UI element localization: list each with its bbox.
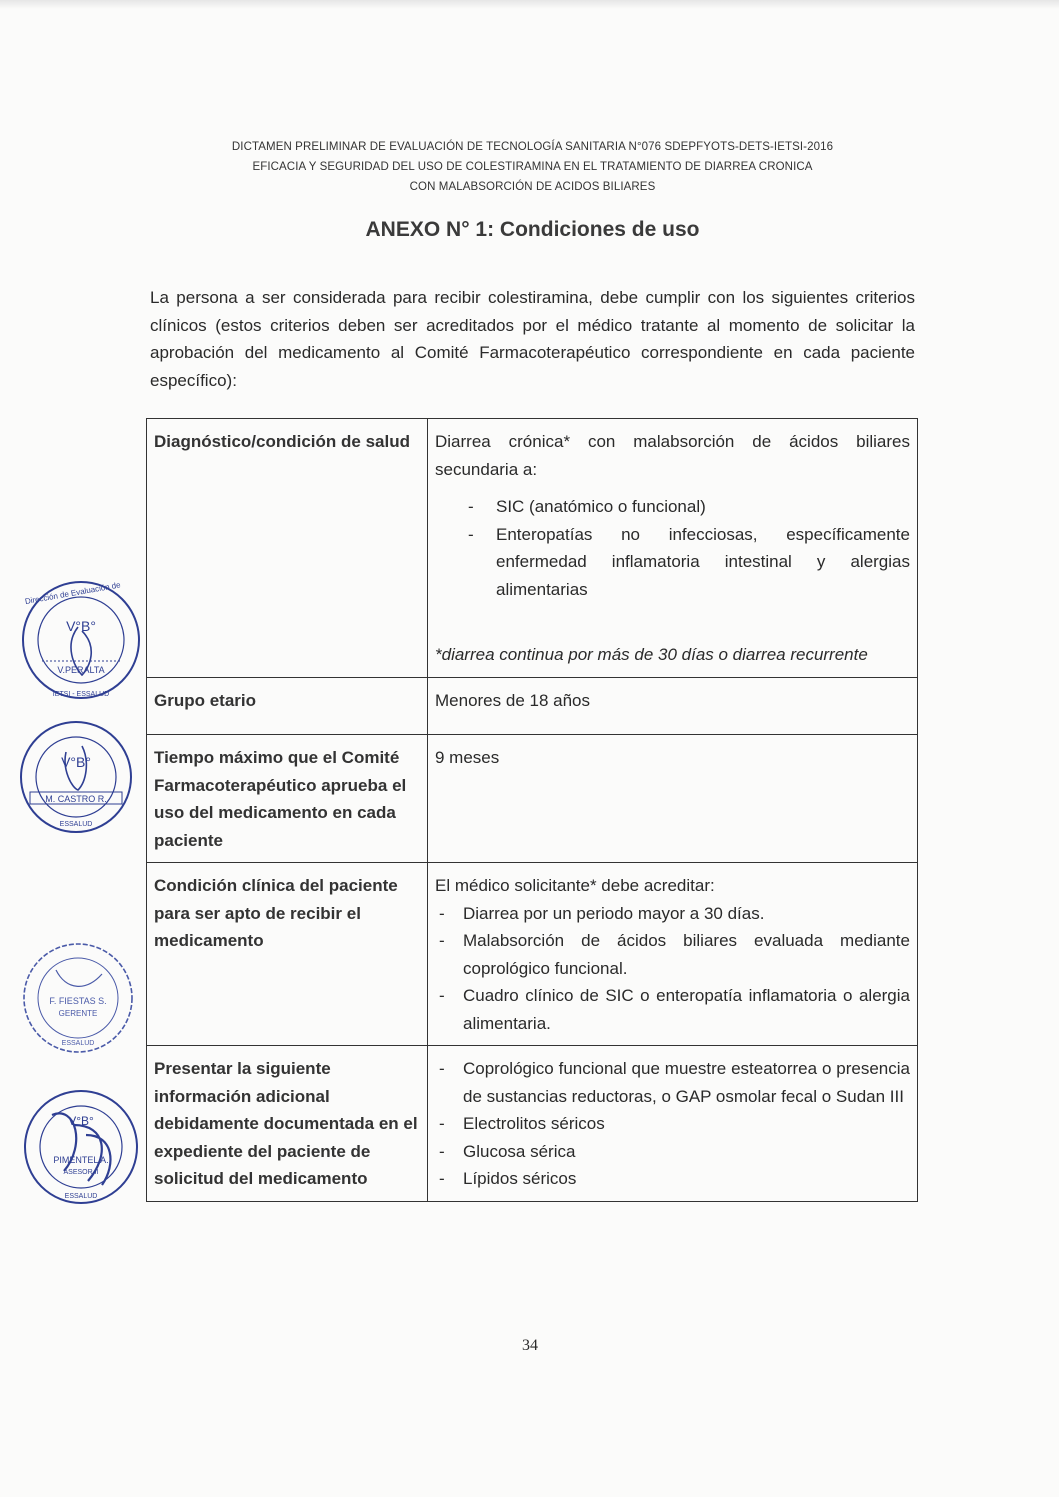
requirement-list: [435, 900, 910, 1038]
row-value: [428, 863, 918, 1046]
svg-text:GERENTE: GERENTE: [58, 1009, 98, 1018]
svg-text:IETSI - ESSALUD: IETSI - ESSALUD: [52, 691, 110, 698]
svg-text:V.PERALTA: V.PERALTA: [57, 665, 105, 675]
row-label: Tiempo máximo que el Comité Farmacoterapéutico aprueba el uso del medicamento en cada paciente: [147, 735, 428, 863]
header-line-2: EFICACIA Y SEGURIDAD DEL USO DE COLESTIRAMINA EN EL TRATAMIENTO DE DIARREA CRONICA: [252, 161, 813, 173]
list-item: - Cuadro clínico de SIC o enteropatía inflamatoria o alergia alimentaria.: [435, 982, 910, 1037]
footnote: *diarrea continua por más de 30 días o diarrea recurrente: [435, 645, 868, 664]
table-row: [147, 419, 918, 678]
approval-stamp-pimentel: [16, 1085, 146, 1215]
documentation-list: [435, 1055, 910, 1193]
row-lead-text: El médico solicitante* debe acreditar:: [435, 876, 715, 895]
approval-stamp-castro: [16, 712, 146, 842]
svg-text:ESSALUD: ESSALUD: [64, 1193, 98, 1200]
row-label: Diagnóstico/condición de salud: [147, 419, 428, 678]
svg-text:ESSALUD: ESSALUD: [61, 1040, 95, 1047]
condition-list: [435, 493, 910, 603]
row-value: [428, 419, 918, 678]
scan-edge: [0, 0, 1059, 9]
svg-text:V°B°: V°B°: [68, 1114, 94, 1128]
document-header: [150, 137, 915, 197]
list-item: - Diarrea por un periodo mayor a 30 días.: [435, 900, 910, 928]
svg-text:V°B°: V°B°: [66, 618, 96, 634]
svg-text:PIMENTEL A.: PIMENTEL A.: [53, 1155, 109, 1165]
intro-paragraph: La persona a ser considerada para recibir colestiramina, debe cumplir con los siguientes criterios clínicos (estos criterios deben ser acreditados por el médico tratante al momento de solicitar la aprobación del medicamento al Comité Farmacoterapéutico correspondiente en cada paciente específico):: [150, 288, 915, 390]
list-item: - Lípidos séricos: [435, 1165, 910, 1193]
svg-text:ESSALUD: ESSALUD: [59, 821, 93, 828]
list-item: - Coprológico funcional que muestre esteatorrea o presencia de sustancias reductoras, o GAP osmolar fecal o Sudan III: [435, 1055, 910, 1110]
svg-text:V°B°: V°B°: [61, 754, 91, 770]
header-line-3: CON MALABSORCIÓN DE ACIDOS BILIARES: [409, 181, 656, 193]
list-item: - Malabsorción de ácidos biliares evaluada mediante coprológico funcional.: [435, 927, 910, 982]
page-number: 34: [522, 1337, 538, 1354]
stamp-seal-icon: [16, 712, 146, 842]
row-value: [428, 1046, 918, 1202]
conditions-table: [146, 418, 918, 1202]
row-label: Condición clínica del paciente para ser apto de recibir el medicamento: [147, 863, 428, 1046]
list-item: - Enteropatías no infecciosas, específicamente enfermedad inflamatoria intestinal y alergias alimentarias: [435, 521, 910, 604]
table-row: [147, 863, 918, 1046]
svg-text:ASESOR II: ASESOR II: [63, 1169, 99, 1176]
row-value: 9 meses: [428, 735, 918, 863]
row-label: Presentar la siguiente información adicional debidamente documentada en el expediente del paciente de solicitud del medicamento: [147, 1046, 428, 1202]
list-item: - Electrolitos séricos: [435, 1110, 910, 1138]
approval-stamp-fiestas: [16, 930, 146, 1060]
row-value: Menores de 18 años: [428, 677, 918, 735]
row-label: Grupo etario: [147, 677, 428, 735]
svg-text:Dirección de Evaluación de: Dirección de Evaluación de: [24, 580, 122, 607]
row-lead-text: Diarrea crónica* con malabsorción de ácidos biliares secundaria a:: [435, 432, 910, 479]
table-row: [147, 1046, 918, 1202]
svg-text:F. FIESTAS S.: F. FIESTAS S.: [49, 996, 107, 1006]
list-item: - SIC (anatómico o funcional): [435, 493, 910, 521]
svg-text:M. CASTRO R.: M. CASTRO R.: [45, 794, 107, 804]
stamp-seal-icon: [16, 1085, 146, 1215]
approval-stamp-peralta: [16, 575, 146, 705]
annex-title: ANEXO N° 1: Condiciones de uso: [365, 218, 700, 241]
table-row: [147, 677, 918, 735]
stamp-seal-icon: [16, 930, 146, 1060]
table-row: [147, 735, 918, 863]
stamp-seal-icon: [16, 575, 146, 705]
header-line-1: DICTAMEN PRELIMINAR DE EVALUACIÓN DE TECNOLOGÍA SANITARIA N°076 SDEPFYOTS-DETS-IETSI-2016: [231, 141, 834, 153]
list-item: - Glucosa sérica: [435, 1138, 910, 1166]
